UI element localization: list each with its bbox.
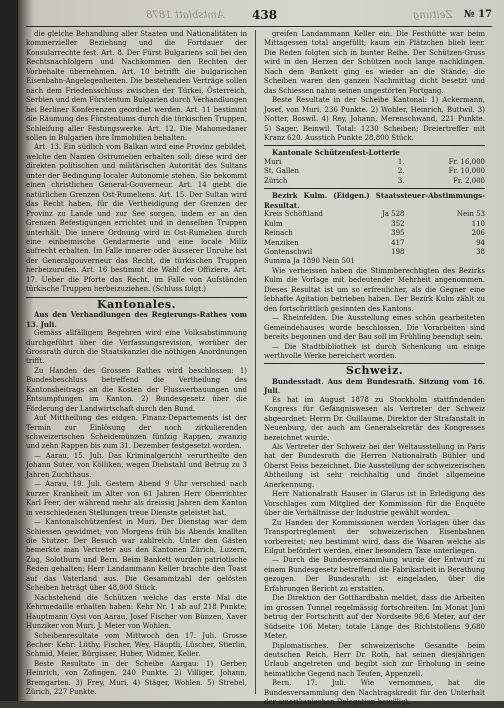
vote-yes: Ja 528: [381, 210, 405, 219]
table-row: [264, 158, 485, 167]
section-title-schweiz: Schweiz.: [345, 364, 404, 378]
running-header: [26, 6, 492, 28]
right-para2-1: Es hat im August 1878 zu Stockholm stattfindenden Kongress für Gefängniswesen als Vertreter der Schweiz abgeordnet: Herrn Dr. Guillaume, Direktor der Strafanstalt in Neuenburg, der auch am Generalsekretär des Kongresses bezeichnet wurde.: [264, 395, 485, 442]
section-title-kantonales: Kantonales.: [97, 297, 176, 311]
lottery-number: 3.: [397, 176, 405, 185]
lottery-number: 1.: [397, 157, 405, 166]
left-para-2: Zu Handen des Grossen Rathes wird beschlossen: 1) Bundesbeschluss betreffend die Vertheilung des Kantonsbeitrags an die Kosten der Flussverbauungen und Entsumpfungen im Kanton. 2) Bundesgesetz über die Förderung der Landwirtschaft durch den Bund.: [26, 366, 247, 413]
column-divider: [255, 30, 256, 694]
right-para-1: Wie verheissen haben die Stimmberechtigten des Bezirks Kulm die Vorlage mit bedeutender Mehrheit angenommen. Dieses Resultat ist um so erfreulicher, als die Gegner eine lebhafte Agitation betrieben haben. Der Bezirk Kulm zählt zu den fortschrittlich gesinnten des Kantons.: [264, 266, 485, 313]
right-intro-1: greifen Landammann Keller ein. Die Festhütte war beim Mittagessen total angefüllt; kaum ein Plätzchen blieb leer. Die Reden folgten sich in bunter Reihe. Der Schützen-Gruss wird in den Herzen der Schützen noch lange nachklingen. Nach dem Bankett ging es wieder an die Stände; die Scheiben waren den ganzen Nachmittag dicht besetzt und das Schiessen nahm seinen ungestörten Fortgang.: [264, 30, 485, 95]
lottery-rule: [264, 145, 485, 146]
header-rule: [26, 26, 492, 27]
vote-district: Reinach: [264, 229, 293, 238]
left-para-7: Nachstehend die Schützen welche das erste Mal die Kehrmedaille erhalten haben: Kehr Nr. 1 ab auf 218 Punkte; Hauptmann Gysi von Aarau, Josef Fischer von Bünzen, Xaver Hunziker von Muri, J. Meier von Wohlen.: [26, 593, 247, 631]
right-para-3: — Die Stadtbibliothek ist durch Schenkung um einige werthvolle Werke bereichert worden.: [264, 342, 485, 360]
vote-district: Kreis Schöftland: [264, 210, 324, 219]
vote-rule: [264, 188, 485, 189]
vote-table: [264, 210, 485, 267]
left-intro-2: Art. 13. Ein südlich vom Balkan wird eine Provinz gebildet, welche den Namen Ostrumelien erhalten soll; diese wird der direkten politischen und militärischen Autorität des Sultans unter der Bedingung localer Autonomie stehen. Sie bekommt einen christlichen General-Gouverneur. Art. 14 giebt die natürlichen Grenzen Ost-Rumeliens. Art. 15. Der Sultan wird das Recht haben, für die Vertheidigung der Grenzen der Provinz zu Lande und zur See sorgen, indem er an den Grenzen Befestigungen errichtet und in denselben Truppen unterhält. Die innere Ordnung wird in Ost-Rumelien durch eine einheimische Gendarmerie und eine locale Miliz aufrecht erhalten. Im Falle innerer oder äusserer Unruhe hat der Generalgouverneur das Recht, die türkischen Truppen herbeizurufen. Art. 16 bestimmt die Wahl der Offiziere. Art. 17. Ueber die Pforte das Recht, im Falle von Aufständen türkische Truppen herbeizuziehen. (Schluss folgt.): [26, 143, 247, 294]
book-spine-shadow: [0, 0, 18, 701]
left-para-9: Beste Resultate in der Scheibe Aargau: 1) Gerber, Heinrich, von Zofingen, 240 Punkte. 2) Villiger, Johann, Bremgarten. 3) Frey, Muri. 4) Stäger, Wohlen. 5) Strebel, Zürich, 227 Punkte.: [26, 659, 247, 697]
vote-yes: 352: [391, 219, 405, 228]
vote-district: Menziken: [264, 238, 299, 247]
left-column: [26, 30, 247, 697]
vote-yes: 395: [391, 229, 405, 238]
vote-title: Bezirk Kulm. (Eidgen.) Staatssteuer-Abstimmungs-Resultat.: [264, 191, 485, 210]
left-para-8: Scheibenresultate vom Mittwoch den 17. Juli. Grosse Becher: Kehr: Lüthy, Fischer, Wey, Häuptli, Lüscher, Stierlin, Schmid, Meier, Bürgisser, Huber, Widmer, Keller.: [26, 631, 247, 659]
table-row: [264, 239, 485, 248]
right-para2-2: Als Vertreter der Schweiz bei der Weltausstellung in Paris hat der Bundesrath die Herren Nationalrath Bühler und Oberst Feiss bezeichnet. Die Ausstellung der schweizerischen Abtheilung ist sehr reichhaltig und findet allgemeine Anerkennung.: [264, 443, 485, 489]
section-subtitle: Aus den Verhandlungen des Regierungs-Rathes vom 13. Juli.: [26, 310, 247, 329]
table-row: [264, 248, 485, 257]
show-through-right: Zeitung: [412, 10, 452, 21]
vote-yes: 417: [391, 238, 405, 247]
left-para-3: Auf Mittheilung des eidgen. Finanz-Departements ist der Termin zur Einlösung der noch zirkulierenden schweizerischen Scheidemünzen fünfzig Rappen, zwanzig und zehn Rappen bis zum 31. Dezember festgesetzt worden.: [26, 414, 247, 451]
lottery-value: Fr. 16,000: [448, 157, 485, 166]
right-para2-7: Diplomatisches. Der schweizerische Gesandte beim deutschen Reich, Herr Dr. Roth, hat seinen diesjährigen Urlaub angetreten und begibt sich zur Erholung in seine heimatliche Gegend nach Teufen, Appenzell.: [264, 641, 485, 678]
page-number: 438: [252, 8, 278, 22]
left-intro-1: die gleiche Behandlung aller Staaten und Nationalitäten in kommerzieller Beziehung und die Fortdauer der Konsularrechte fest. Art. 8. Der Fürst Bulgariens soll bei den Rechtsnachfolgern und Nachkommen den Rechten der Vorbehalte übernehmen. Art. 10 betrifft die bulgarischen Eisenbahn-Angelegenheiten. Die bestehenden Verträge sollen nach dem Friedensschluss zwischen der Türkei, Österreich, Serbien und dem Fürstentum Bulgarien durch Verhandlungen bei Berliner Konferenzen geordnet werden. Art. 11 bestimmt die Räumung des Fürstentums durch die türkischen Truppen, Schleifung aller Festungswerke. Art. 12. Die Mahomedaner sollen in Bulgarien ihre Immobilien behalten.: [26, 30, 247, 142]
table-row: [264, 177, 485, 186]
vote-no: 206: [471, 229, 485, 238]
vote-no: 38: [476, 247, 485, 256]
vote-total: Summa Ja 1890 Nein 501: [264, 257, 355, 266]
vote-yes: 198: [391, 247, 405, 256]
table-row: [264, 229, 485, 238]
vote-no: 110: [471, 219, 485, 228]
left-para-4: — Aarau, 15. Juli. Das Kriminalgericht verurtheilte den Johann Suter, von Kölliken, wegen Diebstahl und Betrug zu 3 Jahren Zuchthaus.: [26, 451, 247, 479]
lottery-value: Fr. 2,000: [453, 176, 485, 185]
right-para2-5: — Durch die Bundesversammlung wurde der Entwurf zu einem Bundesgesetz betreffend die Fabrikarbeit in Berathung gezogen. Der Bundesrath ist eingeladen, über die Erfahrungen Bericht zu erstatten.: [264, 556, 485, 593]
lottery-value: Fr. 10,000: [448, 167, 485, 176]
lottery-number: 2.: [397, 167, 405, 176]
show-through-left: Amtsblatt 1878: [146, 10, 225, 21]
issue-marker: № 17: [463, 9, 492, 20]
left-para-6: — Kantonalschützenfest in Muri. Der Dienstag war dem Schiessen gewidmet; von Morgens früh bis Abends knallten die Stutzer. Der Besuch war zahlreich. Unter den Gästen bemerkte man Vertreter aus den Kantonen Zürich, Luzern, Zug, Solothurn und Bern. Beim Bankett wurden patriotische Reden gehalten; Herr Landammann Keller brachte den Toast auf das Vaterland aus. Die Gesammtzahl der gelösten Scheiben beträgt über 48,000 Stück.: [26, 518, 247, 593]
table-row: [264, 210, 485, 219]
right-para-2: — Rheinfelden. Die Ausstellung eines schön gearbeiteten Gemeindehauses wurde beschlossen. Die Vorarbeiten sind bereits begonnen und der Bau soll im Frühling beendigt sein.: [264, 314, 485, 342]
vote-no: Nein 53: [456, 210, 485, 219]
vote-district: Gontenschwil: [264, 247, 313, 256]
right-para2-8: Bern, 17. Juli. Wie vernommen, hat die Bundesversammlung den Nachtragskredit für den Unterhalt der amerikanischen Delegation bewilligt.: [264, 679, 485, 707]
lottery-place: Zürich: [264, 176, 288, 185]
section-subtitle: Bundesstadt. Aus dem Bundesrath. Sitzung vom 16. Juli.: [264, 376, 485, 396]
vote-no: 94: [476, 238, 485, 247]
left-para-1: Gemäss allfälligem Begehren wird eine Volksabstimmung durchgeführt über die Verfassungsrevision, worüber der Grossrath durch die Staatskanzlei die nöthigen Anordnungen trifft.: [26, 329, 247, 366]
right-para2-4: Zu Handen der Kommissionen werden Vorlagen über das Transportreglement der schweizerischen Eisenbahnen vorbereitet; neu bestimmt wird, dass die Waaren welche als Eilgut befördert werden, einer besondern Taxe unterliegen.: [264, 518, 485, 556]
right-intro-2: Beste Resultate in der Scheibe Kantonal: 1) Ackermann, Josef, von Muri, 236 Punkte. 2) Wohler, Heinrich, Buttwil. 3) Notter, Boswil. 4) Rey, Johann, Merenschwand, 221 Punkte. 5) Sager, Beinwil. Total: 1230 Scheiben; Dreiertreffer mit Kranz 620. Ausstich Punkte 28,800 Stück.: [264, 96, 485, 142]
table-row: [264, 220, 485, 229]
lottery-table: [264, 158, 485, 186]
lottery-place: Muri: [264, 157, 282, 166]
table-row: [264, 257, 485, 266]
right-column: [264, 30, 485, 707]
left-para-5: — Aarau, 19. Juli. Gestern Abend 9 Uhr verschied nach kurzer Krankheit im Alter von 61 Jahren Herr Oberrichter Karl Feer, der während mehr als dreissig Jahren dem Kanton in verschiedenen Stellungen treue Dienste geleistet hat.: [26, 480, 247, 517]
right-para2-6: Die Direktion der Gotthardbahn meldet, dass die Arbeiten im grossen Tunnel regelmässig fortschreiten. Im Monat Juni betrug der Fortschritt auf der Nordseite 98,6 Meter, auf der Südseite 106 Meter; totale Länge des Richtstollens 9,680 Meter.: [264, 594, 485, 641]
table-row: [264, 167, 485, 176]
newspaper-page: [26, 6, 492, 707]
lottery-place: St. Gallen: [264, 167, 299, 176]
lottery-title: Kantonale Schützenfest-Lotterie: [272, 148, 400, 158]
vote-district: Kulm: [264, 219, 283, 228]
right-para2-3: Herr Nationalrath Hauser in Glarus ist in Erledigung des Vorschlages zum Mitglied der Kommission für die Enquête über die Verhältnisse der Industrie gewählt worden.: [264, 490, 485, 518]
